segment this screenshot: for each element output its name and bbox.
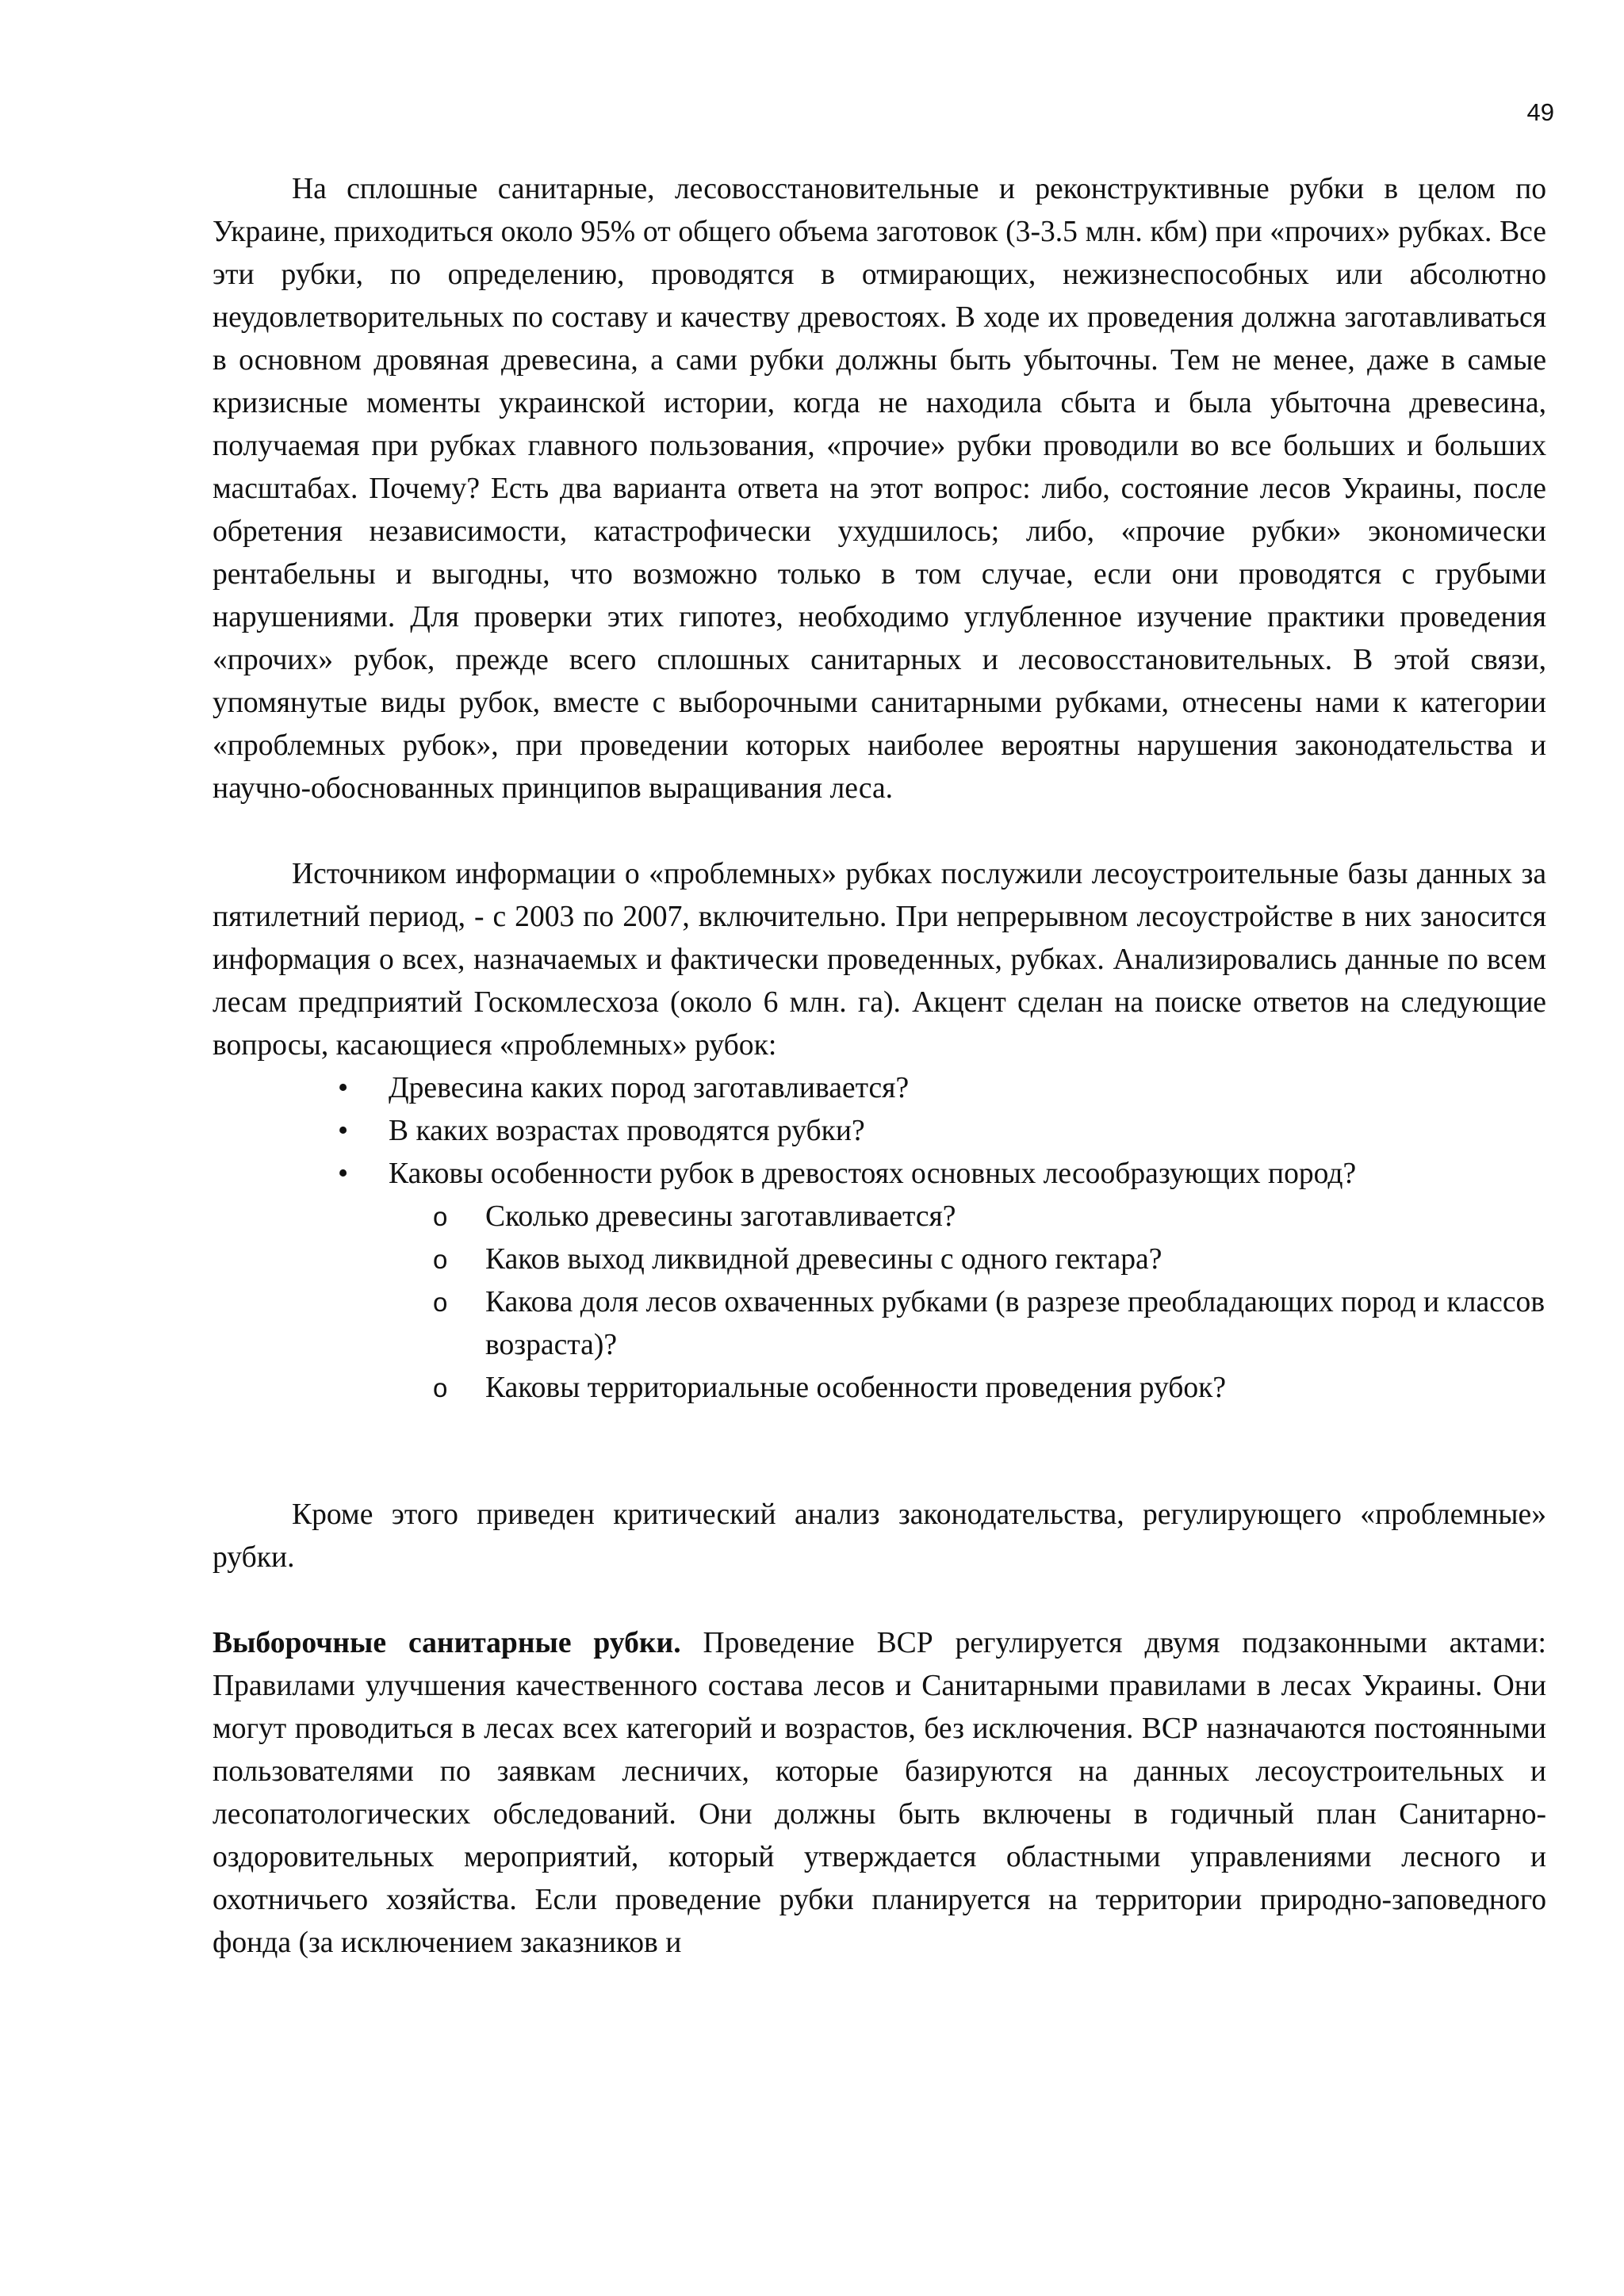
paragraph-4-text: Проведение ВСР регулируется двумя подзаконными актами: Правилами улучшения качественного состава лесов и Санитарными правилами в лесах Украины. Они могут проводиться в лесах всех категорий и возрастов, без исключения. ВСР назначаются постоянными пользователями по заявкам лесничих, которые базируются на данных лесоустроительных и лесопатологических обследований. Они должны быть включены в годичный план Санитарно-оздоровительных мероприятий, который утверждается областными управлениями лесного и охотничьего хозяйства. Если проведение рубки планируется на территории природно-заповедного фонда (за исключением заказников и: [213, 1627, 1546, 1959]
sub-list-item-text: Каков выход ликвидной древесины с одного гектара?: [485, 1243, 1162, 1276]
sub-list-item: [213, 1281, 1546, 1367]
paragraph-2: Источником информации о «проблемных» рубках послужили лесоустроительные базы данных за пятилетний период, - с 2003 по 2007, включительно. При непрерывном лесоустройстве в них заносится информация о всех, назначаемых и фактически проведенных, рубках. Анализировались данные по всем лесам предприятий Госкомлесхоза (около 6 млн. га). Акцент сделан на поиске ответов на следующие вопросы, касающиеся «проблемных» рубок:: [213, 858, 1546, 1062]
body-text: [213, 168, 1546, 1965]
paragraph-1: На сплошные санитарные, лесовосстановительные и реконструктивные рубки в целом по Украине, приходиться около 95% от общего объема заготовок (3-3.5 млн. кбм) при «прочих» рубках. Все эти рубки, по определению, проводятся в отмирающих, нежизнеспособных или абсолютно неудовлетворительных по составу и качеству древостоях. В ходе их проведения должна заготавливаться в основном дровяная древесина, а сами рубки должны быть убыточны. Тем не менее, даже в самые кризисные моменты украинской истории, когда не находила сбыта и была убыточна древесина, получаемая при рубках главного пользования, «прочие» рубки проводили во все больших и больших масштабах. Почему? Есть два варианта ответа на этот вопрос: либо, состояние лесов Украины, после обретения независимости, катастрофически ухудшилось; либо, «прочие рубки» экономически рентабельны и выгодны, что возможно только в том случае, если они проводятся с грубыми нарушениями. Для проверки этих гипотез, необходимо углубленное изучение практики проведения «прочих» рубок, прежде всего сплошных санитарных и лесовосстановительных. В этой связи, упомянутые виды рубок, вместе с выборочными санитарными рубками, отнесены нами к категории «проблемных рубок», при проведении которых наиболее вероятны нарушения законодательства и научно-обоснованных принципов выращивания леса.: [213, 173, 1546, 805]
list-item: [213, 1110, 1546, 1153]
list-item-text: Каковы особенности рубок в древостоях основных лесообразующих пород?: [389, 1158, 1357, 1190]
paragraph-3: Кроме этого приведен критический анализ законодательства, регулирующего «проблемные» рубки.: [213, 1498, 1546, 1574]
sub-question-list: [213, 1196, 1546, 1410]
list-item-text: Древесина каких пород заготавливается?: [389, 1072, 910, 1104]
sub-list-item: [213, 1367, 1546, 1410]
sub-list-item: [213, 1238, 1546, 1281]
list-item-text: В каких возрастах проводятся рубки?: [389, 1115, 865, 1147]
section-heading: Выборочные санитарные рубки.: [213, 1627, 681, 1659]
sub-list-item-text: Какова доля лесов охваченных рубками (в разрезе преобладающих пород и классов возраста)?: [485, 1286, 1545, 1361]
sub-list-item-text: Сколько древесины заготавливается?: [485, 1200, 956, 1233]
sub-bullet-marker: o: [433, 1288, 448, 1317]
sub-bullet-marker: o: [433, 1202, 448, 1231]
bullet-marker: •: [338, 1115, 349, 1147]
sub-bullet-marker: o: [433, 1373, 448, 1402]
list-item: [213, 1067, 1546, 1110]
question-list: [213, 1067, 1546, 1196]
paragraph-4: [213, 1622, 1546, 1965]
sub-list-item: [213, 1196, 1546, 1238]
page-number: 49: [1526, 98, 1554, 126]
bullet-marker: •: [338, 1072, 349, 1104]
sub-bullet-marker: o: [433, 1245, 448, 1274]
bullet-marker: •: [338, 1158, 349, 1190]
sub-list-item-text: Каковы территориальные особенности проведения рубок?: [485, 1372, 1227, 1404]
list-item: [213, 1153, 1546, 1196]
